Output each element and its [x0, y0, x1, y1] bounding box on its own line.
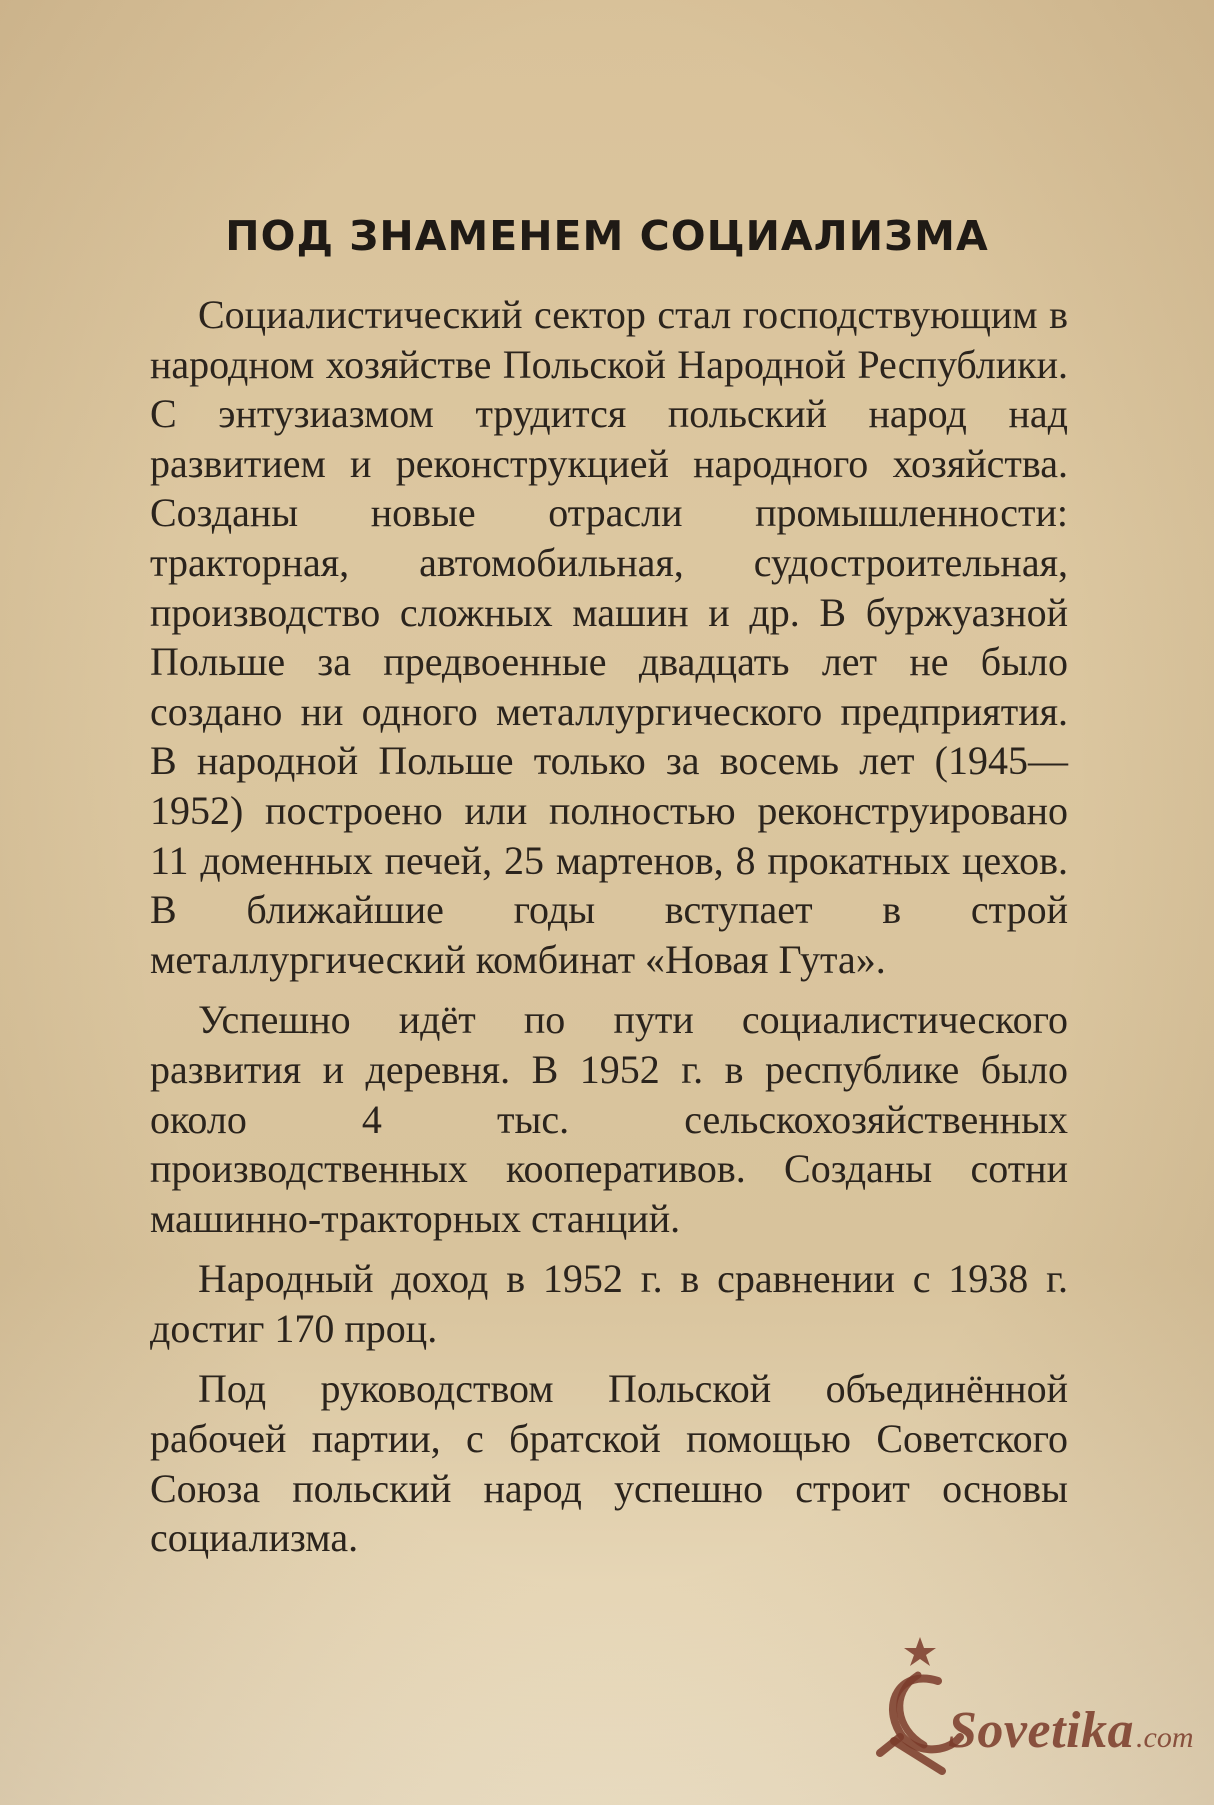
page-title: ПОД ЗНАМЕНЕМ СОЦИАЛИЗМА	[225, 212, 989, 260]
watermark-text: Sovetika	[948, 1702, 1134, 1759]
paragraph: Народный доход в 1952 г. в сравнении с 1938 г. достиг 170 проц.	[150, 1256, 1068, 1351]
paragraph: Социалистический сектор стал господствующим в народном хозяйстве Польской Народной Республики. С энтузиазмом трудится польский народ над развитием и реконструкцией народного хозяйства. Созданы новые отрасли промышленности: тракторная, автомобильная, судостроительная, производство сложных машин и др. В буржуазной Польше за предвоенные двадцать лет не было создано ни одного металлургического предприятия. В народной Польше только за восемь лет (1945—1952) построено или полностью реконструировано 11 доменных печей, 25 мартенов, 8 прокатных цехов. В ближайшие годы вступает в строй металлургический комбинат «Новая Гута».	[150, 292, 1068, 982]
document-body	[150, 290, 1068, 1574]
watermark-logo	[860, 1633, 1194, 1783]
watermark-domain: .com	[1136, 1721, 1194, 1754]
paragraph: Успешно идёт по пути социалистического развития и деревня. В 1952 г. в республике было около 4 тыс. сельскохозяйственных производственных кооперативов. Созданы сотни машинно-тракторных станций.	[150, 997, 1068, 1241]
paragraph: Под руководством Польской объединённой рабочей партии, с братской помощью Советского Союза польский народ успешно строит основы социализма.	[150, 1366, 1068, 1561]
